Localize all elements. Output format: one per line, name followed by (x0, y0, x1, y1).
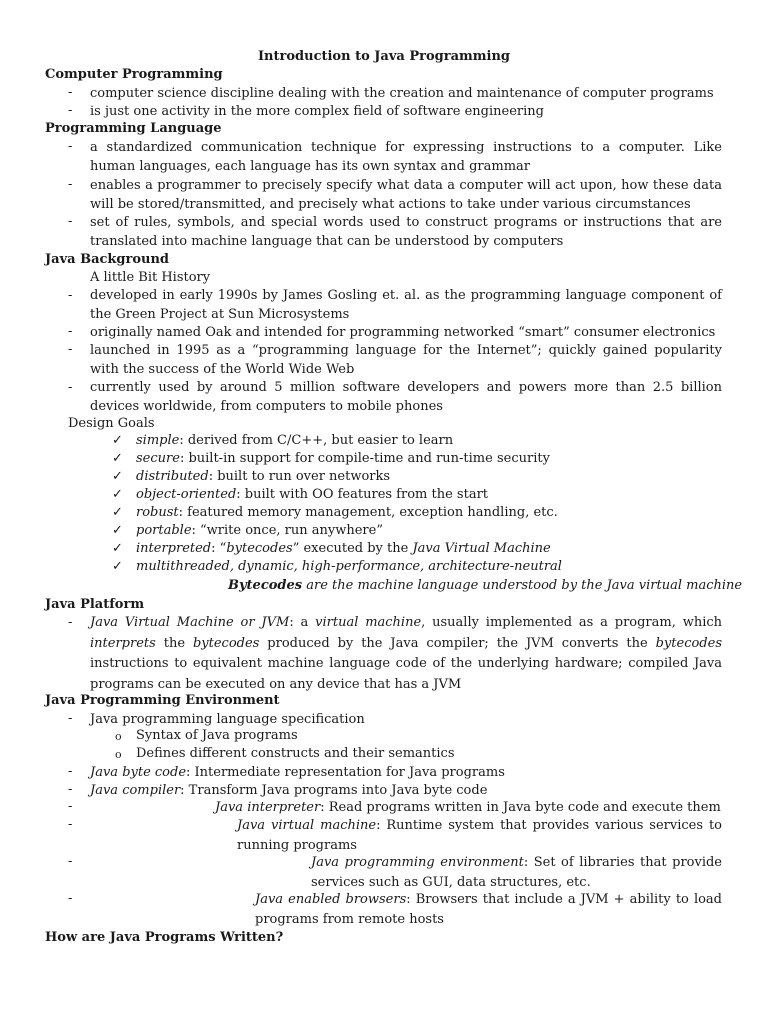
dash-marker: - (68, 85, 73, 100)
dash-marker: - (68, 177, 73, 192)
list-item: currently used by around 5 million software developers and powers more than 2.5 billion devices worldwide, from computers to mobile phones (90, 380, 722, 414)
list-item: Java enabled browsers: Browsers that include a JVM + ability to load programs from remote hosts (255, 892, 722, 927)
dash-marker: - (68, 214, 73, 229)
dash-marker: - (68, 288, 73, 303)
design-goal-item: robust: featured memory management, exception handling, etc. (136, 505, 558, 520)
heading-how-written: How are Java Programs Written? (45, 930, 284, 945)
design-goal-item: multithreaded, dynamic, high-performance, architecture-neutral (136, 559, 562, 574)
dash-marker: - (68, 817, 73, 832)
dash-marker: - (68, 342, 73, 357)
dash-marker: - (68, 103, 73, 118)
design-goal-item: simple: derived from C/C++, but easier to learn (136, 433, 454, 448)
heading-java-environment: Java Programming Environment (45, 693, 280, 708)
check-icon: ✓ (112, 433, 123, 448)
list-item: computer science discipline dealing with the creation and maintenance of computer programs (90, 86, 714, 101)
check-icon: ✓ (112, 469, 123, 484)
design-goal-item: object-oriented: built with OO features from the start (136, 487, 489, 502)
dash-marker: - (68, 615, 73, 630)
design-goals-label: Design Goals (68, 416, 155, 431)
dash-marker: - (68, 782, 73, 797)
list-item: Java virtual machine: Runtime system that provides various services to running programs (237, 818, 722, 853)
subheading-history: A little Bit History (90, 270, 211, 285)
list-item: Java Virtual Machine or JVM: a virtual machine, usually implemented as a program, which interprets the bytecodes produced by the Java compiler; the JVM converts the bytecodes instructions to equivalent machine language code of the underlying hardware; compiled Java programs can be executed on any device that has a JVM (90, 615, 723, 692)
list-item: launched in 1995 as a “programming language for the Internet”; quickly gained popularity with the success of the World Wide Web (90, 343, 722, 377)
dash-marker: - (68, 139, 73, 154)
list-item: Java byte code: Intermediate representation for Java programs (90, 765, 505, 780)
dash-marker: - (68, 764, 73, 779)
check-icon: ✓ (112, 523, 123, 538)
dash-marker: - (68, 799, 73, 814)
heading-java-platform: Java Platform (45, 597, 145, 612)
list-item: Java compiler: Transform Java programs into Java byte code (90, 783, 488, 798)
list-item: a standardized communication technique for expressing instructions to a computer. Like human languages, each language has its own syntax and grammar (90, 140, 722, 174)
check-icon: ✓ (112, 487, 123, 502)
list-item: set of rules, symbols, and special words used to construct programs or instructions that are translated into machine language that can be understood by computers (90, 215, 722, 249)
sub-list-item: Syntax of Java programs (136, 728, 298, 743)
dash-marker: - (68, 891, 73, 906)
list-item: Java programming environment: Set of libraries that provide services such as GUI, data structures, etc. (311, 855, 722, 890)
heading-computer-programming: Computer Programming (45, 67, 223, 82)
design-goal-item: interpreted: “bytecodes” executed by the Java Virtual Machine (136, 541, 551, 556)
check-icon: ✓ (112, 559, 123, 574)
dash-marker: - (68, 380, 73, 395)
list-item: is just one activity in the more complex field of software engineering (90, 104, 544, 119)
sub-list-item: Defines different constructs and their semantics (136, 746, 455, 761)
list-item: enables a programmer to precisely specify what data a computer will act upon, how these data will be stored/transmitted, and precisely what actions to take under various circumstances (90, 178, 722, 212)
check-icon: ✓ (112, 505, 123, 520)
design-goal-item: distributed: built to run over networks (136, 469, 391, 484)
heading-programming-language: Programming Language (45, 121, 222, 136)
dash-marker: - (68, 854, 73, 869)
list-item: Java interpreter: Read programs written in Java byte code and execute them (215, 800, 721, 815)
design-goal-item: portable: “write once, run anywhere” (136, 523, 383, 538)
dash-marker: - (68, 324, 73, 339)
list-item: Java programming language specification (90, 712, 365, 727)
check-icon: ✓ (112, 541, 123, 556)
list-item: developed in early 1990s by James Gosling et. al. as the programming language component of the Green Project at Sun Microsystems (90, 288, 722, 322)
dash-marker: - (68, 711, 73, 726)
bullet-marker: o (115, 730, 122, 743)
heading-java-background: Java Background (45, 252, 170, 267)
bullet-marker: o (115, 748, 122, 761)
design-goal-item: secure: built-in support for compile-time and run-time security (136, 451, 550, 466)
check-icon: ✓ (112, 451, 123, 466)
document-title: Introduction to Java Programming (257, 49, 511, 64)
bytecodes-note: Bytecodes are the machine language understood by the Java virtual machine (228, 578, 743, 593)
list-item: originally named Oak and intended for programming networked “smart” consumer electronics (90, 325, 716, 340)
